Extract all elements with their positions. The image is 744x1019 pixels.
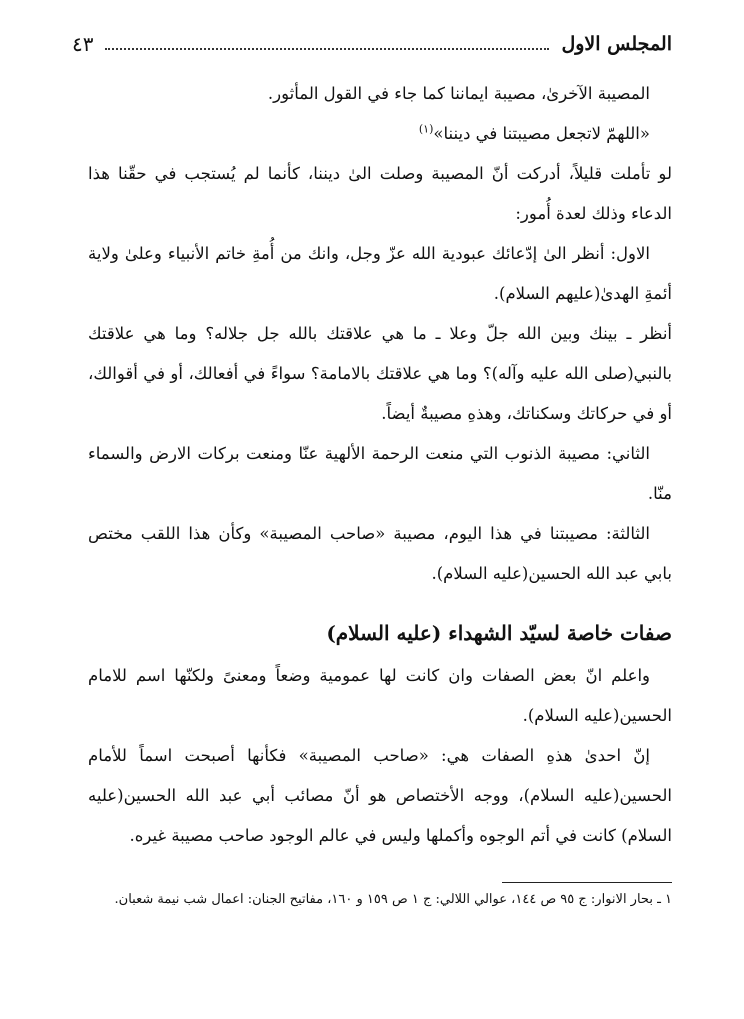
footnote-text: ١ ـ بحار الانوار: ج ٩٥ ص ١٤٤، عوالي اللالي: ج ١ ص ١٥٩ و ١٦٠، مفاتيح الجنان: اعمال شب نيمة شعبان.: [114, 892, 672, 907]
paragraph: الثاني: مصيبة الذنوب التي منعت الرحمة الألهية عنّا ومنعت بركات الارض والسماء منّا.: [88, 444, 672, 503]
page-body: [88, 74, 672, 856]
paragraph: الاول: أنظر الىٰ إدّعائك عبودية الله عزّ وجل، وانك من أُمةِ خاتم الأنبياء وعلىٰ ولاية أئمةِ الهدىٰ(عليهم السلام).: [88, 244, 672, 303]
paragraph: إنّ احدىٰ هذهِ الصفات هي: «صاحب المصيبة» فكأنها أصبحت اسماً للأمام الحسين(عليه السلام)، ووجه الأختصاص هو أنّ مصائب أبي عبد الله الحسين(عليه السلام) كانت في أتم الوجوه وأكملها وليس في عالم الوجود صاحب مصيبة غيره.: [88, 746, 672, 845]
paragraph: المصيبة الآخرىٰ، مصيبة ايماننا كما جاء في القول المأثور.: [267, 84, 650, 103]
section-heading: صفات خاصة لسيّد الشهداء (عليه السلام): [326, 621, 672, 645]
footnote-divider: [502, 882, 672, 883]
quote-paragraph: [88, 114, 672, 154]
paragraph: أنظر ـ بينك وبين الله جلّ وعلا ـ ما هي علاقتك بالله جل جلاله؟ وما هي علاقتك بالنبي(صلى الله عليه وآله)؟ وما هي علاقتك بالامامة؟ سواءً في أفعالك، أو في أقوالك، أو في حركاتك وسكناتك، وهذهِ مصيبةٌ أيضاً.: [88, 324, 672, 423]
page-number: ٤٣: [72, 32, 94, 56]
paragraph: واعلم انّ بعض الصفات وان كانت لها عمومية وضعاً ومعنىً ولكنّها اسم للامام الحسين(عليه السلام).: [88, 666, 672, 725]
page-header: [72, 24, 672, 64]
header-dot-leader: [105, 48, 549, 50]
footnote-reference: (١): [418, 122, 434, 136]
paragraph: الثالثة: مصيبتنا في هذا اليوم، مصيبة «صاحب المصيبة» وكأن هذا اللقب مختص بابي عبد الله الحسين(عليه السلام).: [88, 524, 672, 583]
running-title: المجلس الاول: [561, 33, 672, 55]
quote-text: «اللهمّ لاتجعل مصيبتنا في ديننا»: [433, 124, 650, 143]
paragraph: لو تأملت قليلاً، أدركت أنّ المصيبة وصلت الىٰ ديننا، كأنما لم يُستجب في حقّنا هذا الدعاء وذلك لعدة أُمور:: [88, 164, 672, 223]
footnote: [88, 888, 672, 912]
